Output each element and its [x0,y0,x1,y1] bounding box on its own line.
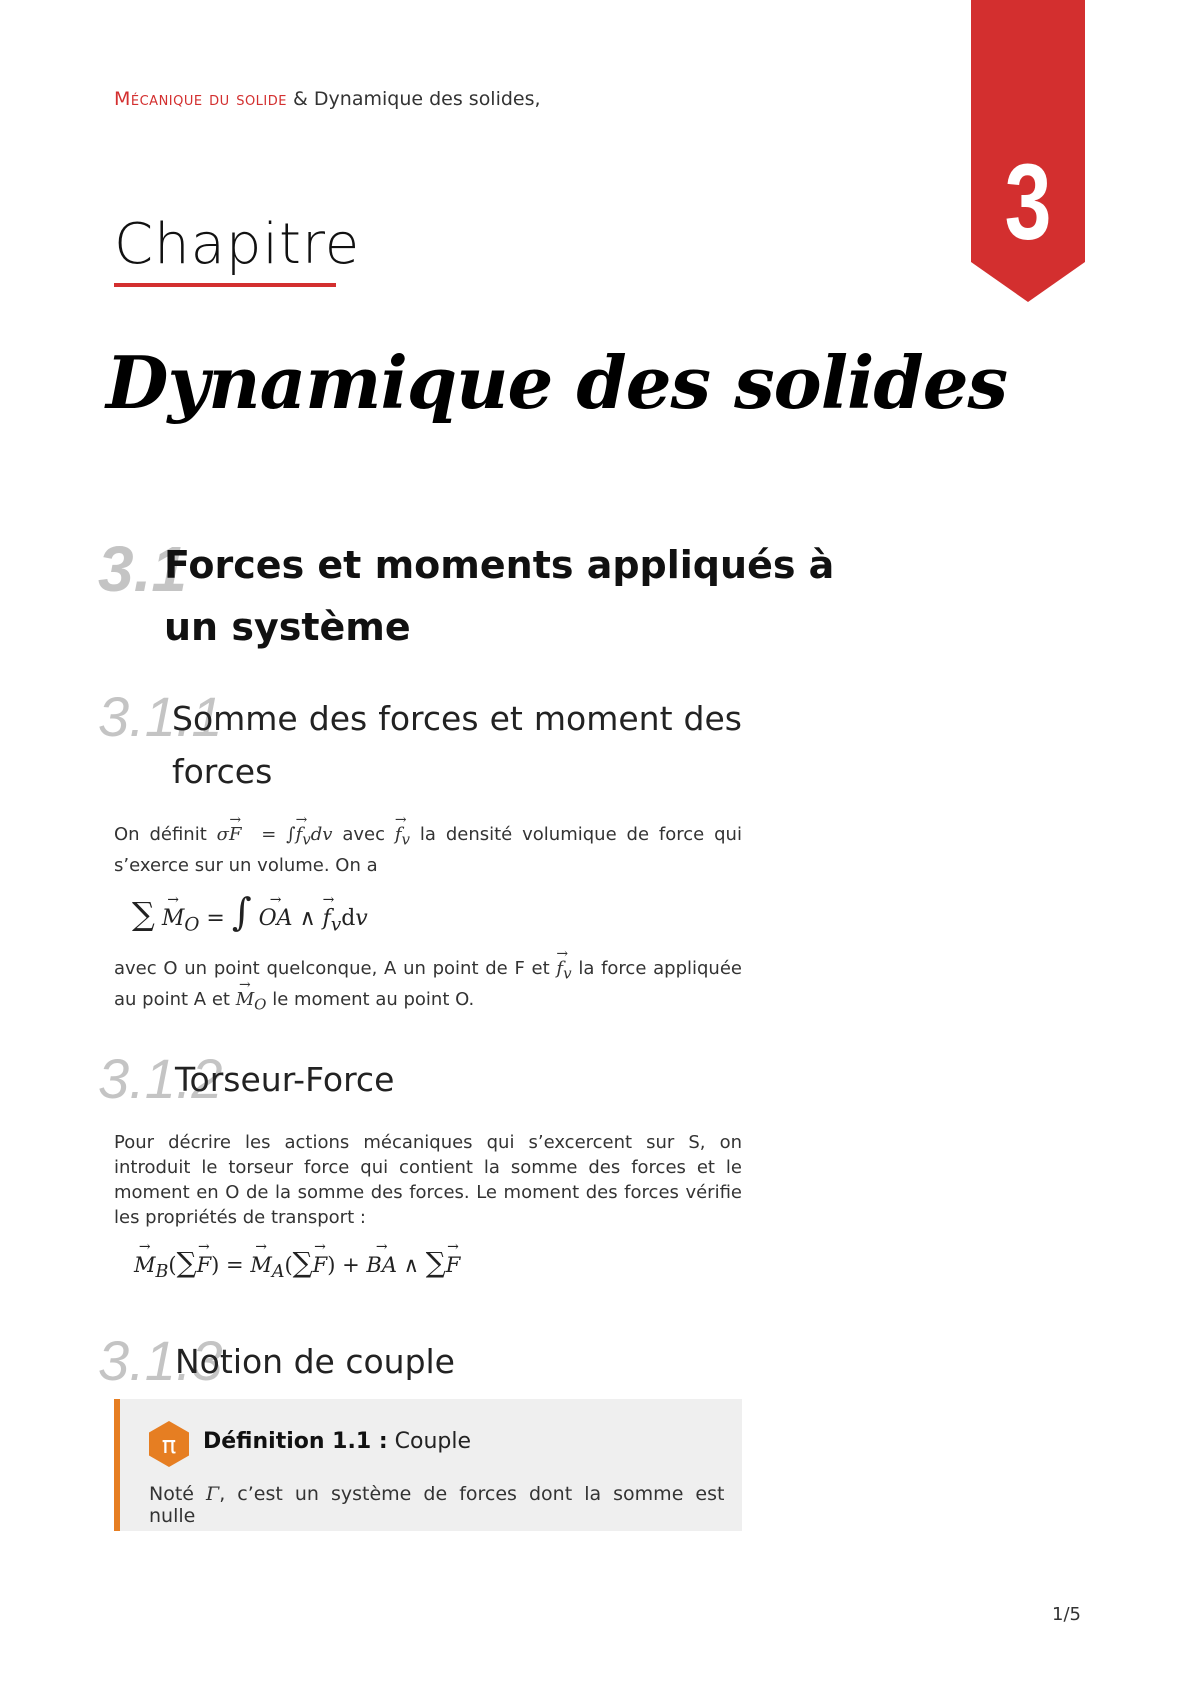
section-number: 3.1 [98,533,187,605]
chapter-number: 3 [1004,141,1052,262]
paragraph-definition-force [114,822,742,878]
text: Noté [149,1483,194,1505]
text: , c’est un système de forces dont la somme est nulle [149,1483,725,1527]
text: avec O un point quelconque, A un point de F et [114,958,550,979]
equation-moment-sum: ∑ → $M_O$ = ∫ → OA ∧ → $f_vdv$ [132,890,368,935]
section-title-line2: un système [164,605,411,649]
math-fv-2: → $f_v$ [556,958,571,979]
definition-box [114,1399,742,1531]
chapter-underline [114,283,336,287]
subsection-title-1-line2: forces [172,752,273,791]
text: avec [342,824,385,845]
subsection-title-1-line1: Somme des forces et moment des [172,699,742,738]
svg-text:π: π [161,1431,177,1459]
definition-title [203,1429,471,1454]
text: On définit [114,824,207,845]
definition-name: Couple [394,1429,472,1454]
subsection-title-2: Torseur-Force [175,1060,395,1099]
subsection-number-2: 3.1.2 [98,1047,223,1110]
subsection-title-3: Notion de couple [175,1342,455,1381]
text: le moment au point O. [272,988,475,1010]
chapter-label: Chapitre [114,212,361,277]
running-header [114,88,541,110]
paragraph-moment-explanation [114,956,742,1017]
header-separator: & [293,88,308,110]
paragraph-torseur: Pour décrire les actions mécaniques qui s’excercent sur S, on introduit le torseur force qui contient la somme des forces et le moment en O de la somme des forces. Le moment des forces vérifie les propriétés de transport : [114,1132,742,1228]
math-sigma-F: σ→ F = ∫→ $f_vdv$ [217,824,333,845]
section-title [164,534,834,658]
page-number: 1/5 [1052,1604,1081,1625]
text: la densité volumique de force qui s’exerce sur un volume. On a [114,824,742,876]
math-gamma: Γ [206,1483,220,1505]
pi-icon [149,1421,189,1467]
subsection-number-1: 3.1.1 [98,685,223,748]
header-rest: Dynamique des solides, [313,88,541,110]
header-subject: Mécanique du solide [114,88,287,110]
page-title: Dynamique des solides [106,340,1008,425]
math-fv: → $f_v$ [395,824,410,845]
text: la force appliquée au point A et [114,958,742,1010]
definition-text [149,1483,729,1527]
subsection-title-1 [172,692,742,798]
section-title-line1: Forces et moments appliqués à [164,543,835,587]
equation-transport: → $M_B(\sum\to F)$ = → $M_A(\sum\to F)$ + → BA ∧ ∑→ F [134,1246,460,1282]
definition-label: Définition 1.1 : [203,1429,388,1454]
subsection-number-3: 3.1.3 [98,1329,223,1392]
math-MO: → $M_O$ [236,989,267,1010]
